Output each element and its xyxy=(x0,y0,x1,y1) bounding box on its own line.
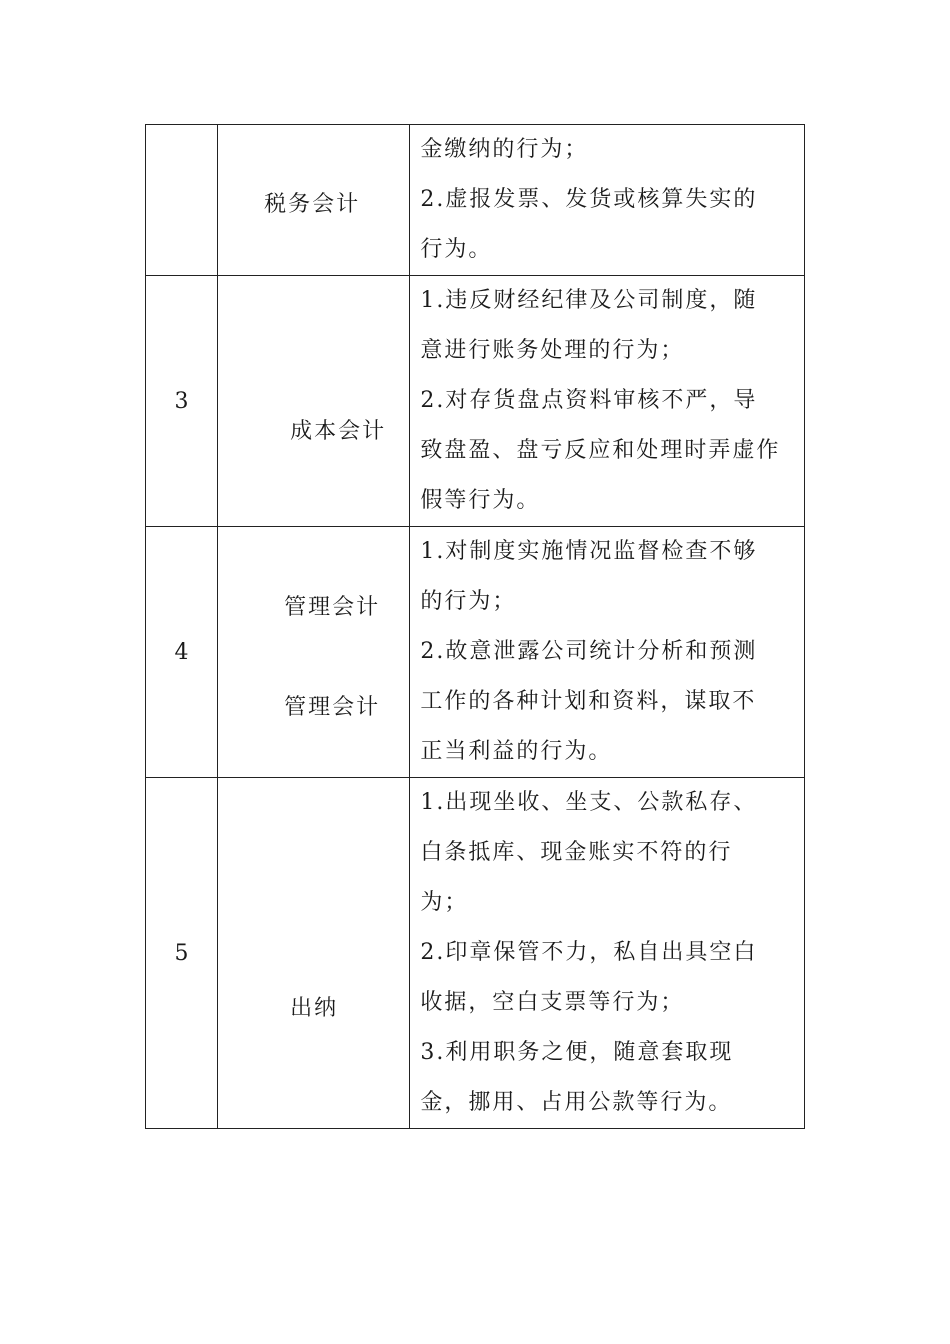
description-line: 1.违反财经纪律及公司制度，随 xyxy=(420,288,758,313)
description-line: 3.利用职务之便，随意套取现 xyxy=(420,1040,734,1065)
table-row xyxy=(146,527,805,778)
table-row xyxy=(146,778,805,1129)
description-line: 金，挪用、占用公款等行为。 xyxy=(420,1090,733,1115)
description-line: 2.故意泄露公司统计分析和预测 xyxy=(420,639,758,664)
description-line: 意进行账务处理的行为； xyxy=(420,338,685,363)
description-line: 2.印章保管不力，私自出具空白 xyxy=(420,940,758,965)
role-name: 出纳 xyxy=(290,996,339,1021)
role-cell xyxy=(218,527,410,778)
role-cell xyxy=(218,276,410,527)
description-line: 的行为； xyxy=(420,589,517,614)
row-number: 4 xyxy=(146,527,218,778)
description-cell xyxy=(410,778,805,1129)
description-line: 白条抵库、现金账实不符的行 xyxy=(420,840,733,865)
description-line: 金缴纳的行为； xyxy=(420,137,589,162)
description-line: 1.出现坐收、坐支、公款私存、 xyxy=(420,790,758,815)
role-name: 税务会计 xyxy=(264,192,361,217)
role-cell xyxy=(218,125,410,276)
description-line: 2.对存货盘点资料审核不严，导 xyxy=(420,388,758,413)
description-line: 行为。 xyxy=(420,237,493,262)
role-name: 管理会计 xyxy=(284,695,381,720)
description-cell xyxy=(410,276,805,527)
description-line: 2.虚报发票、发货或核算失实的 xyxy=(420,187,758,212)
description-cell xyxy=(410,125,805,276)
role-name: 管理会计 xyxy=(284,595,381,620)
description-line: 正当利益的行为。 xyxy=(420,739,613,764)
table-row xyxy=(146,276,805,527)
row-number: 3 xyxy=(146,276,218,527)
role-name: 成本会计 xyxy=(290,419,387,444)
description-line: 假等行为。 xyxy=(420,488,541,513)
role-cell xyxy=(218,778,410,1129)
description-line: 为； xyxy=(420,890,469,915)
description-line: 1.对制度实施情况监督检查不够 xyxy=(420,539,758,564)
table-row xyxy=(146,125,805,276)
row-number: 5 xyxy=(146,778,218,1129)
description-cell xyxy=(410,527,805,778)
row-number xyxy=(146,125,218,276)
duties-table xyxy=(145,124,805,1129)
description-line: 工作的各种计划和资料，谋取不 xyxy=(420,689,757,714)
description-line: 致盘盈、盘亏反应和处理时弄虚作 xyxy=(420,438,781,463)
description-line: 收据，空白支票等行为； xyxy=(420,990,685,1015)
